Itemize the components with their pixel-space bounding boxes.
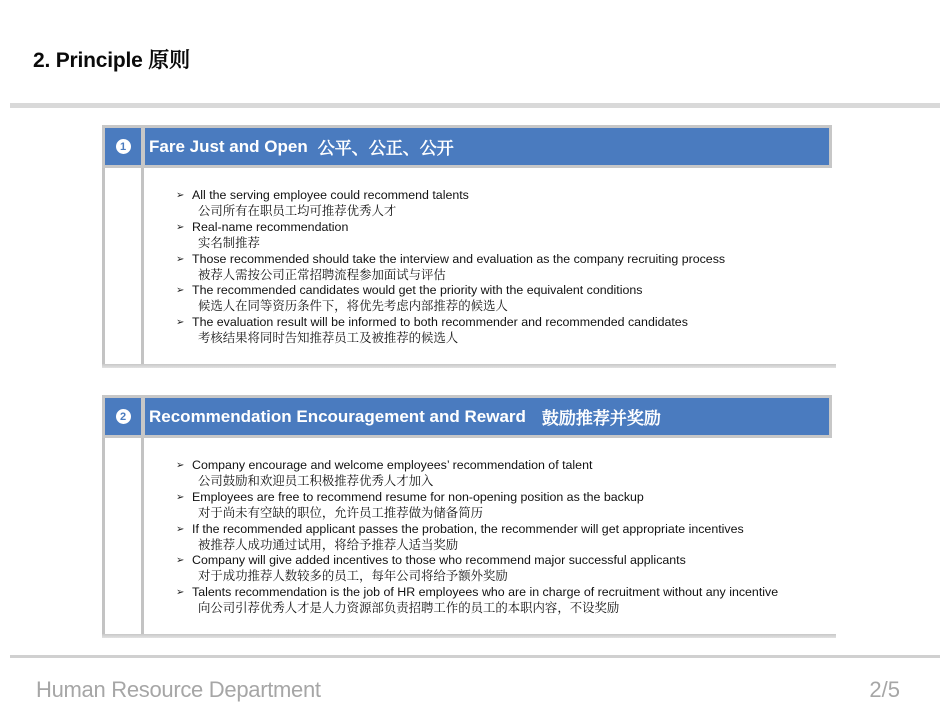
item-text-en: Company encourage and welcome employees’ recommendation of talent <box>192 458 593 472</box>
item-text-zh: 对于成功推荐人数较多的员工，每年公司将给予额外奖励 <box>198 569 508 584</box>
list-item <box>176 490 836 522</box>
item-text-zh: 对于尚未有空缺的职位，允许员工推荐做为储备简历 <box>198 505 483 520</box>
list-item <box>176 585 836 617</box>
principle-section-1 <box>102 125 836 368</box>
principle-section-2 <box>102 395 836 638</box>
section-number-badge: 2 <box>116 409 131 424</box>
list-item <box>176 553 836 585</box>
section-number-badge: 1 <box>116 139 131 154</box>
arrow-bullet-icon: ➢ <box>176 523 185 535</box>
section-number-cell <box>105 398 141 435</box>
footer-page-number: 2/5 <box>869 677 900 702</box>
section-items <box>176 188 836 347</box>
list-item <box>176 220 836 252</box>
item-text-en: If the recommended applicant passes the probation, the recommender will get appropriate incentives <box>192 521 744 536</box>
list-item <box>176 283 836 315</box>
arrow-bullet-icon: ➢ <box>176 253 185 265</box>
arrow-bullet-icon: ➢ <box>176 190 185 201</box>
item-text-en: Employees are free to recommend resume for non-opening position as the backup <box>192 489 644 504</box>
item-text-zh: 向公司引荐优秀人才是人力资源部负责招聘工作的员工的本职内容，不设奖励 <box>198 601 620 616</box>
list-item <box>176 252 836 284</box>
arrow-bullet-icon: ➢ <box>176 587 185 599</box>
list-item <box>176 522 836 554</box>
list-item <box>176 188 836 220</box>
list-item <box>176 315 836 347</box>
item-text-en: Company will give added incentives to those who recommend major successful applicants <box>192 553 686 568</box>
section-items <box>176 458 836 617</box>
item-text-en: Talents recommendation is the job of HR employees who are in charge of recruitment without any incentive <box>192 585 779 600</box>
section-title-zh: 公平、公正、公开 <box>317 139 454 158</box>
arrow-bullet-icon: ➢ <box>176 285 185 297</box>
section-title-en: Fare Just and Open <box>149 136 308 156</box>
top-divider <box>10 103 940 108</box>
item-text-zh: 考核结果将同时告知推荐员工及被推荐的候选人 <box>198 331 459 346</box>
section-title <box>145 128 829 165</box>
item-text-zh: 公司鼓励和欢迎员工积极推荐优秀人才加入 <box>198 473 434 488</box>
section-header <box>102 395 832 438</box>
footer-department: Human Resource Department <box>36 677 321 702</box>
item-text-en: The evaluation result will be informed to both recommender and recommended candidates <box>192 315 688 330</box>
item-text-zh: 候选人在同等资历条件下，将优先考虑内部推荐的候选人 <box>198 299 508 314</box>
section-number-cell <box>105 128 141 165</box>
item-text-zh: 公司所有在职员工均可推荐优秀人才 <box>198 203 397 218</box>
item-text-en: Real-name recommendation <box>192 219 349 234</box>
section-title <box>145 398 829 435</box>
item-text-zh: 实名制推荐 <box>198 235 260 250</box>
list-item <box>176 458 836 490</box>
bottom-divider <box>10 655 940 658</box>
arrow-bullet-icon: ➢ <box>176 221 185 233</box>
page-title: 2. Principle 原则 <box>33 49 190 72</box>
section-header <box>102 125 832 168</box>
item-text-en: Those recommended should take the interview and evaluation as the company recruiting process <box>192 251 726 266</box>
arrow-bullet-icon: ➢ <box>176 555 185 567</box>
section-title-en: Recommendation Encouragement and Reward <box>149 406 526 426</box>
arrow-bullet-icon: ➢ <box>176 491 185 503</box>
item-text-en: All the serving employee could recommend talents <box>192 188 469 202</box>
arrow-bullet-icon: ➢ <box>176 317 185 329</box>
item-text-en: The recommended candidates would get the priority with the equivalent conditions <box>192 283 643 298</box>
arrow-bullet-icon: ➢ <box>176 460 185 471</box>
item-text-zh: 被推荐人成功通过试用，将给予推荐人适当奖励 <box>198 537 459 552</box>
section-frame-bottom <box>102 634 836 638</box>
section-frame-bottom <box>102 364 836 368</box>
section-title-zh: 鼓励推荐并奖励 <box>541 409 661 428</box>
item-text-zh: 被荐人需按公司正常招聘流程参加面试与评估 <box>198 267 446 282</box>
